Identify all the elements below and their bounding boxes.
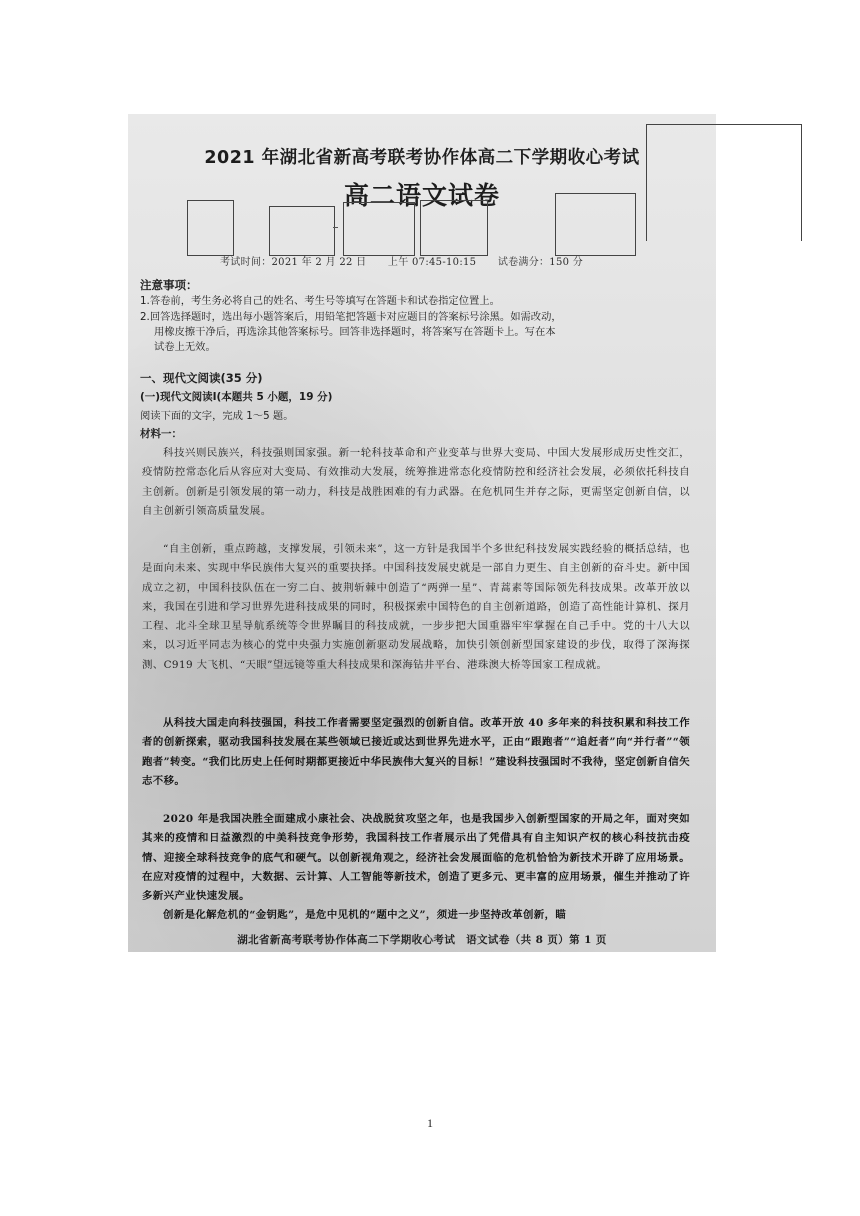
exam-time: 考试时间：2021 年 2 月 22 日 bbox=[220, 257, 367, 268]
notice-label: 注意事项： bbox=[140, 278, 198, 292]
notice-item-2-end: 试卷上无效。 bbox=[154, 341, 216, 353]
section-subtitle: (一)现代文阅读Ⅰ(本题共 5 小题，19 分) bbox=[140, 391, 333, 403]
paragraph-1: 科技兴则民族兴，科技强则国家强。新一轮科技革命和产业变革与世界大变局、中国大发展形成历史性交汇，疫情防控常态化后从容应对大变局、有效推动大发展，统筹推进常态化疫情防控和经济社会发展，必须依托科技自主创新。创新是引领发展的第一动力，科技是战胜困难的有力武器。在危机同生并存之际，更需坚定创新自信，以自主创新引领高质量发展。 bbox=[142, 447, 690, 517]
notice-item-2-cont: 用橡皮擦干净后，再选涂其他答案标号。回答非选择题时，将答案写在答题卡上。写在本 bbox=[154, 326, 556, 338]
material-label: 材料一： bbox=[140, 428, 182, 440]
layout-dash bbox=[333, 227, 338, 228]
page-footer: 湖北省新高考联考协作体高二下学期收心考试 语文试卷（共 8 页）第 1 页 bbox=[237, 934, 607, 946]
exam-period: 上午 07:45-10:15 bbox=[387, 257, 477, 268]
paragraph-5: 创新是化解危机的“金钥匙”，是危中见机的“题中之义”，须进一步坚持改革创新，瞄 bbox=[163, 909, 567, 921]
paragraph-3: 从科技大国走向科技强国，科技工作者需要坚定强烈的创新自信。改革开放 40 多年来的科技积累和科技工作者的创新探索，驱动我国科技发展在某些领域已接近或达到世界先进水平，正由“跟跑者”“追赶者”向“并行者”“领跑者”转变。“我们比历史上任何时期都更接近中华民族伟大复兴的目标！”建设科技强国时不我待，坚定创新自信矢志不移。 bbox=[142, 717, 690, 787]
section-title: 一、现代文阅读(35 分) bbox=[140, 371, 263, 385]
notice-item-1: 1.答卷前，考生务必将自己的姓名、考生号等填写在答题卡和试卷指定位置上。 bbox=[140, 295, 500, 307]
paragraph-2: “自主创新，重点跨越，支撑发展，引领未来”，这一方针是我国半个多世纪科技发展实践经验的概括总结，也是面向未来、实现中华民族伟大复兴的重要抉择。中国科技发展史就是一部自力更生、自主创新的奋斗史。新中国成立之初，中国科技队伍在一穷二白、披荆斩棘中创造了“两弹一星”、青蒿素等国际领先科技成果。改革开放以来，我国在引进和学习世界先进科技成果的同时，积极探索中国特色的自主创新道路，创造了高性能计算机、探月工程、北斗全球卫星导航系统等令世界瞩目的科技成就，一步步把大国重器牢牢掌握在自己手中。党的十八大以来，以习近平同志为核心的党中央强力实施创新驱动发展战略，加快引领创新型国家建设的步伐，取得了深海探测、C919 大飞机、“天眼”望远镜等重大科技成果和深海钻井平台、港珠澳大桥等国家工程成就。 bbox=[142, 543, 690, 671]
page-number: 1 bbox=[427, 1116, 433, 1130]
layout-frame-1 bbox=[187, 200, 234, 256]
exam-title: 2021 年湖北省新高考联考协作体高二下学期收心考试 bbox=[204, 148, 640, 168]
notice-item-2: 2.回答选择题时，选出每小题答案后，用铅笔把答题卡对应题目的答案标号涂黑。如需改动， bbox=[140, 311, 562, 323]
paragraph-4: 2020 年是我国决胜全面建成小康社会、决战脱贫攻坚之年，也是我国步入创新型国家的开局之年，面对突如其来的疫情和日益激烈的中美科技竞争形势，我国科技工作者展示出了凭借具有自主知识产权的核心科技抗击疫情、迎接全球科技竞争的底气和硬气。以创新视角观之，经济社会发展面临的危机恰恰为新技术开辟了应用场景。在应对疫情的过程中，大数据、云计算、人工智能等新技术，创造了更多元、更丰富的应用场景，催生并推动了许多新兴产业快速发展。 bbox=[142, 813, 690, 903]
layout-frame-5 bbox=[555, 193, 636, 256]
layout-frame-2 bbox=[269, 206, 335, 256]
layout-frame-4 bbox=[420, 200, 488, 256]
exam-subtitle: 高二语文试卷 bbox=[343, 181, 500, 210]
layout-frame-3 bbox=[343, 202, 415, 256]
section-instruction: 阅读下面的文字，完成 1～5 题。 bbox=[140, 410, 294, 422]
exam-score: 试卷满分：150 分 bbox=[497, 257, 584, 268]
layout-frame-6 bbox=[646, 124, 802, 241]
